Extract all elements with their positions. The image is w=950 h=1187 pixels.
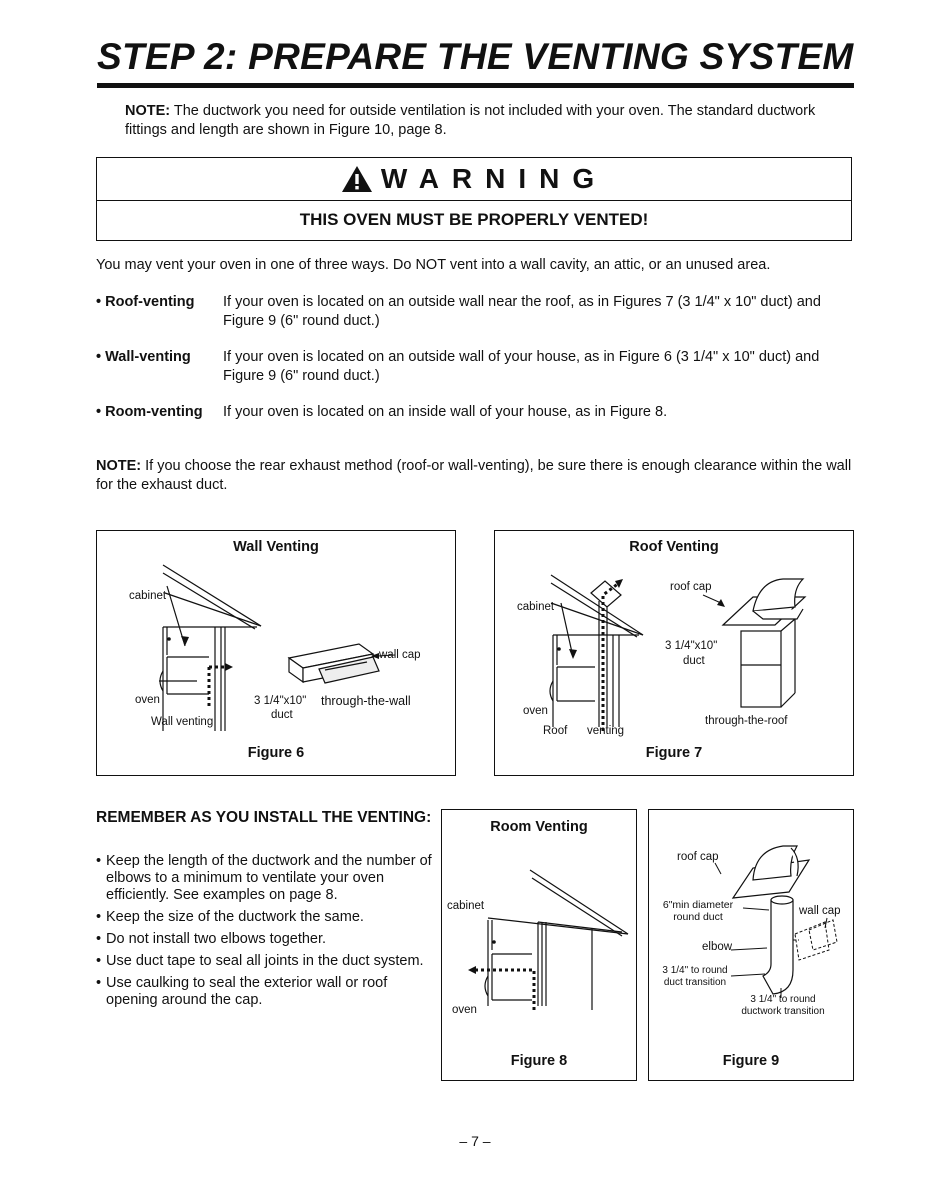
label-duct: duct bbox=[683, 655, 705, 667]
room-venting-illustration bbox=[442, 810, 638, 1082]
list-item: • Keep the length of the ductwork and the number of elbows to a minimum to ventilate your oven efficiently. See examples on page 8. bbox=[96, 853, 436, 904]
intro-text: You may vent your oven in one of three ways. Do NOT vent into a wall cavity, an attic, or an unused area. bbox=[96, 257, 771, 273]
remember-heading: REMEMBER AS YOU INSTALL THE VENTING: bbox=[96, 809, 432, 826]
note-text: If you choose the rear exhaust method (roof-or wall-venting), be sure there is enough clearance within the wall for the exhaust duct. bbox=[96, 458, 852, 493]
figure-caption: Figure 6 bbox=[247, 745, 305, 761]
option-label: • Roof-venting bbox=[96, 294, 195, 310]
option-roof-venting bbox=[96, 293, 856, 331]
label-ductwork-transition: 3 1/4" to round ductwork transition bbox=[741, 994, 825, 1017]
warning-box bbox=[96, 157, 852, 241]
list-item: • Use caulking to seal the exterior wall or roof opening around the cap. bbox=[96, 975, 436, 1009]
label-duct-transition: 3 1/4" to round duct transition bbox=[662, 965, 728, 988]
list-item: • Keep the size of the ductwork the same. bbox=[96, 909, 436, 926]
label-through-the-roof: through-the-roof bbox=[705, 715, 788, 727]
label-oven: oven bbox=[523, 705, 548, 717]
label-duct: duct bbox=[271, 709, 293, 721]
note-top bbox=[125, 102, 860, 140]
label-oven: oven bbox=[452, 1004, 477, 1016]
option-text: If your oven is located on an outside wall of your house, as in Figure 6 (3 1/4" x 10" duct) and Figure 9 (6" round duct.) bbox=[223, 349, 820, 384]
remember-list bbox=[96, 853, 436, 1014]
option-label: • Room-venting bbox=[96, 404, 203, 420]
warning-header bbox=[97, 158, 851, 201]
label-duct-size: 3 1/4"x10" bbox=[254, 695, 307, 707]
figure-title: Wall Venting bbox=[233, 539, 319, 555]
figure-caption: Figure 8 bbox=[510, 1053, 568, 1069]
label-venting: venting bbox=[587, 725, 625, 737]
option-room-venting bbox=[96, 403, 856, 422]
note-label: NOTE: bbox=[125, 103, 171, 119]
page-title: STEP 2: PREPARE THE VENTING SYSTEM bbox=[97, 36, 854, 77]
title-rule bbox=[97, 83, 854, 88]
figure-7-roof-venting bbox=[494, 530, 854, 776]
label-wall-cap: wall cap bbox=[379, 649, 421, 661]
note-label: NOTE: bbox=[96, 458, 142, 474]
label-elbow: elbow bbox=[702, 941, 733, 953]
list-item: • Do not install two elbows together. bbox=[96, 931, 436, 948]
label-through-the-wall: through-the-wall bbox=[321, 694, 411, 708]
option-text: If your oven is located on an inside wall of your house, as in Figure 8. bbox=[223, 404, 668, 420]
label-cabinet: cabinet bbox=[129, 590, 167, 602]
warning-subtitle: THIS OVEN MUST BE PROPERLY VENTED! bbox=[299, 210, 649, 229]
option-text: If your oven is located on an outside wall near the roof, as in Figures 7 (3 1/4" x 10" duct) and Figure 9 (6" round duct.) bbox=[223, 294, 821, 329]
figure-caption: Figure 7 bbox=[645, 745, 703, 761]
page-number: – 7 – bbox=[459, 1133, 491, 1149]
label-roof-cap: roof cap bbox=[670, 581, 712, 593]
label-roof-cap: roof cap bbox=[677, 851, 719, 863]
option-label: • Wall-venting bbox=[96, 349, 191, 365]
figure-title: Room Venting bbox=[490, 819, 588, 835]
label-cabinet: cabinet bbox=[447, 900, 485, 912]
figure-6-wall-venting bbox=[96, 530, 456, 776]
roof-venting-illustration bbox=[495, 531, 855, 777]
label-roof: Roof bbox=[543, 725, 568, 737]
figure-8-room-venting bbox=[441, 809, 637, 1081]
note-text: The ductwork you need for outside ventilation is not included with your oven. The standard ductwork fittings and length are shown in Figure 10, page 8. bbox=[125, 103, 816, 138]
figure-9-round-duct bbox=[648, 809, 854, 1081]
figure-title: Roof Venting bbox=[629, 539, 719, 555]
warning-word: WARNING bbox=[380, 163, 608, 194]
note-bottom bbox=[96, 457, 856, 495]
label-wall-cap: wall cap bbox=[799, 905, 841, 917]
label-wall-venting: Wall venting bbox=[151, 716, 214, 728]
label-round-duct: 6"min diameter round duct bbox=[662, 899, 734, 923]
figure-caption: Figure 9 bbox=[722, 1053, 780, 1069]
warning-triangle-icon bbox=[341, 165, 373, 193]
label-duct-size: 3 1/4"x10" bbox=[665, 640, 718, 652]
list-item: • Use duct tape to seal all joints in the duct system. bbox=[96, 953, 436, 970]
label-cabinet: cabinet bbox=[517, 601, 555, 613]
label-oven: oven bbox=[135, 694, 160, 706]
option-wall-venting bbox=[96, 348, 856, 386]
